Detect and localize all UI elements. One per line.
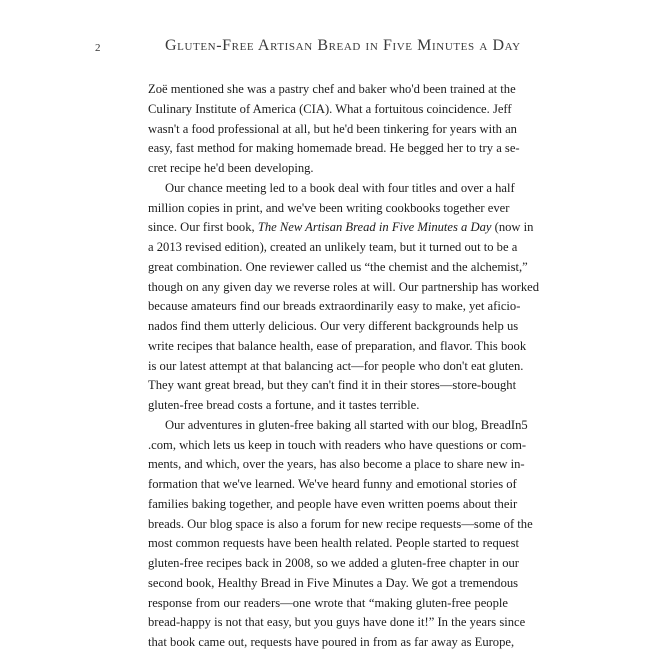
text-line: million copies in print, and we've been writing cookbooks together ever [148, 200, 510, 215]
text-line: Zoë mentioned she was a pastry chef and baker who'd been trained at the [148, 82, 516, 96]
text-segment: (now in [494, 220, 534, 235]
text-line: cret recipe he'd been developing. [148, 161, 314, 175]
text-line: because amateurs find our breads extraordinarily easy to make, yet aficio- [148, 299, 521, 314]
text-line: easy, fast method for making homemade bread. He begged her to try a se- [148, 141, 520, 156]
text-line: gluten-free recipes back in 2008, so we added a gluten-free chapter in our [148, 556, 520, 570]
text-line: gluten-free bread costs a fortune, and it tastes terrible. [148, 398, 420, 412]
text-line: that book came out, requests have poured in from as far away as Europe, [148, 635, 515, 649]
running-head: Gluten-Free Artisan Bread in Five Minutes a Day [165, 37, 521, 54]
text-line: formation that we've learned. We've heard funny and emotional stories of [148, 477, 517, 491]
text-segment: since. Our first book, [148, 220, 258, 235]
text-line: Culinary Institute of America (CIA). What a fortuitous coincidence. Jeff [148, 101, 512, 116]
body-text [148, 80, 539, 653]
text-line: ments, and which, over the years, has also become a place to share new in- [148, 457, 525, 472]
text-line-with-title [148, 218, 534, 238]
text-line: great combination. One reviewer called us “the chemist and the alchemist,” [148, 259, 528, 274]
text-line: though on any given day we reverse roles at will. Our partnership has worked [148, 279, 539, 294]
text-line: They want great bread, but they can't find it in their stores—store-bought [148, 378, 517, 393]
text-line: breads. Our blog space is also a forum for new recipe requests—some of the [148, 516, 533, 531]
text-line: families baking together, and people have even written poems about their [148, 496, 518, 511]
text-line: wasn't a food professional at all, but he'd been tinkering for years with an [148, 121, 517, 136]
text-line: write recipes that balance health, ease of preparation, and flavor. This book [148, 338, 527, 353]
text-line: a 2013 revised edition), created an unlikely team, but it turned out to be a [148, 240, 518, 254]
page-number: 2 [95, 42, 101, 54]
text-line: Our chance meeting led to a book deal with four titles and over a half [165, 180, 515, 195]
text-line: response from our readers—one wrote that “making gluten-free people [148, 595, 508, 610]
text-line: second book, Healthy Bread in Five Minutes a Day. We got a tremendous [148, 575, 519, 590]
text-line: bread-happy is not that easy, but you guys have done it!” In the years since [148, 615, 526, 630]
book-title: The New Artisan Bread in Five Minutes a Day [257, 220, 492, 235]
text-line: is our latest attempt at that balancing act—for people who don't eat gluten. [148, 358, 524, 373]
text-line: Our adventures in gluten-free baking all started with our blog, BreadIn5 [165, 417, 528, 432]
text-line: .com, which lets us keep in touch with readers who have questions or com- [148, 437, 527, 452]
text-line: most common requests have been health related. People started to request [148, 536, 520, 551]
text-line: nados find them utterly delicious. Our very different backgrounds help us [148, 319, 519, 333]
